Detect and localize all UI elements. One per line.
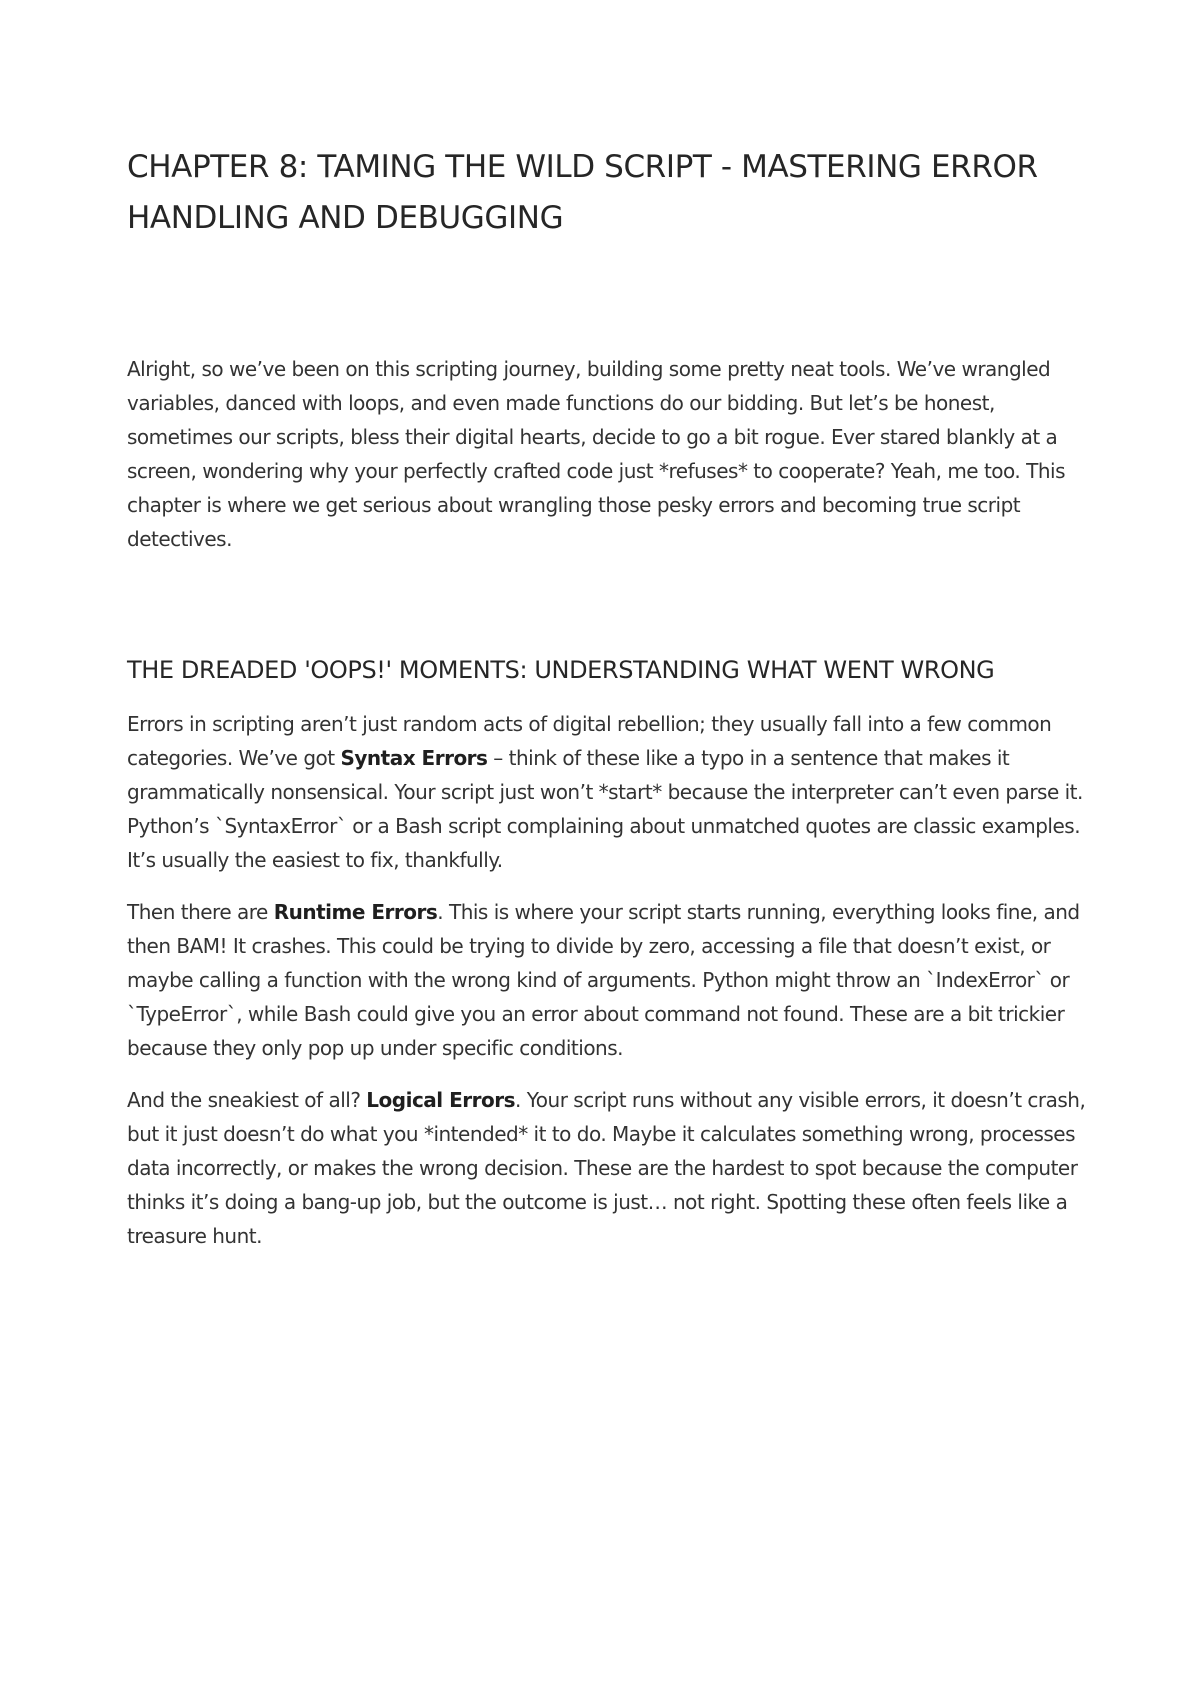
paragraph-text: Errors in scripting aren’t just random acts of digital rebellion; they usually fall into a few common categories. We’ve got [127, 712, 1052, 770]
logical-errors-paragraph [127, 1083, 1087, 1253]
chapter-title: CHAPTER 8: TAMING THE WILD SCRIPT - MASTERING ERROR HANDLING AND DEBUGGING [127, 149, 1038, 236]
paragraph-text: – think of these like a typo in a sentence that makes it grammatically nonsensical. Your script just won’t *start* because the interpreter can’t even parse it. Python’s `SyntaxError` or a Bash script complaining about unmatched quotes are classic examples. It’s usually the easiest to fix, thankfully. [127, 746, 1083, 872]
paragraph-text: Then there are [127, 900, 274, 924]
bold-term-logical-errors: Logical Errors [366, 1088, 516, 1112]
paragraph-text: And the sneakiest of all? [127, 1088, 367, 1112]
paragraph-text: . Your script runs without any visible errors, it doesn’t crash, but it just doesn’t do what you *intended* it to do. Maybe it calculates something wrong, processes data incorrectly, or makes the wrong decision. These are the hardest to spot because the computer thinks it’s doing a bang-up job, but the outcome is just… not right. Spotting these often feels like a treasure hunt. [127, 1088, 1086, 1248]
runtime-errors-paragraph [127, 895, 1087, 1065]
page-content [127, 142, 1087, 1253]
paragraph-text: . This is where your script starts running, everything looks fine, and then BAM! It crashes. This could be trying to divide by zero, accessing a file that doesn’t exist, or maybe calling a function with the wrong kind of arguments. Python might throw an `IndexError` or `TypeError`, while Bash could give you an error about command not found. These are a bit trickier because they only pop up under specific conditions. [127, 900, 1080, 1060]
syntax-errors-paragraph [127, 707, 1087, 877]
bold-term-syntax-errors: Syntax Errors [340, 746, 488, 770]
section-title: THE DREADED 'OOPS!' MOMENTS: UNDERSTANDING WHAT WENT WRONG [127, 656, 995, 684]
intro-paragraph: Alright, so we’ve been on this scripting journey, building some pretty neat tools. We’ve wrangled variables, danced with loops, and even made functions do our bidding. But let’s be honest, sometimes our scripts, bless their digital hearts, decide to go a bit rogue. Ever stared blankly at a screen, wondering why your perfectly crafted code just *refuses* to cooperate? Yeah, me too. This chapter is where we get serious about wrangling those pesky errors and becoming true script detectives. [127, 357, 1066, 551]
bold-term-runtime-errors: Runtime Errors [273, 900, 438, 924]
